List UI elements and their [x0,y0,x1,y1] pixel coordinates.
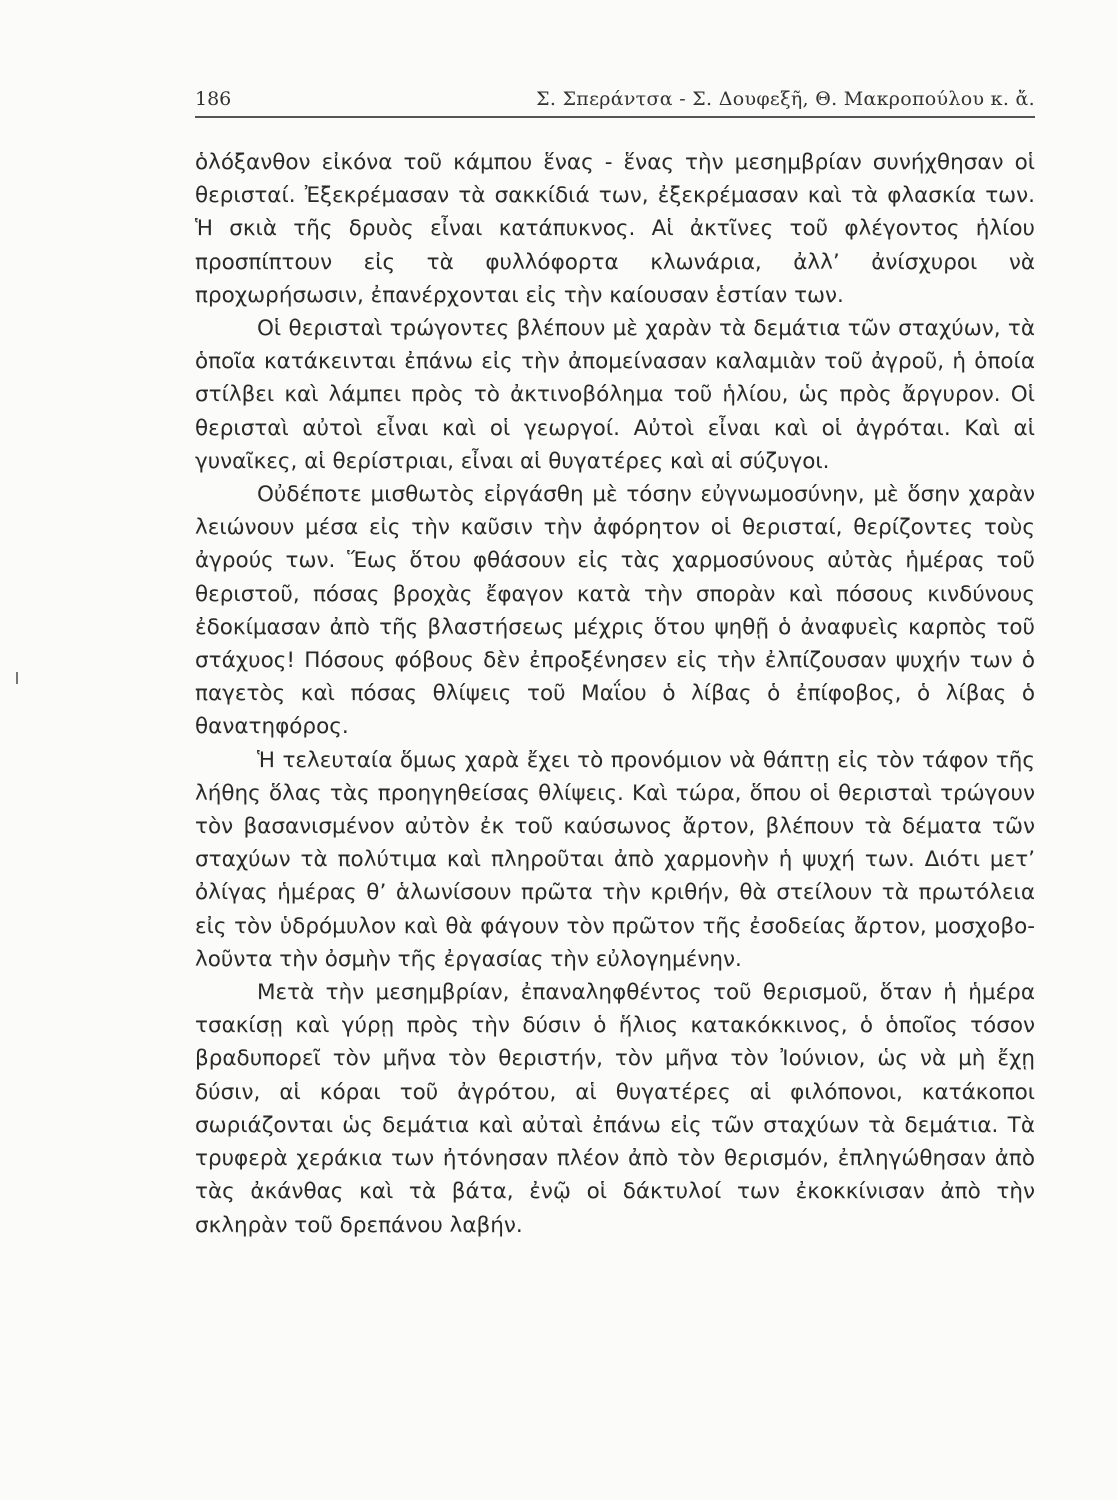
running-head: Σ. Σπεράντσα - Σ. Δουφεξῆ, Θ. Μακροπούλου κ. ἄ. [536,88,1035,110]
margin-scan-mark [16,672,18,684]
paragraph-4: Ἡ τελευταία ὅμως χαρὰ ἔχει τὸ προνόμιον νὰ θάπτῃ εἰς τὸν τάφον τῆς λήθης ὅλας τὰς προηγηθείσας θλίψεις. Καὶ τώρα, ὅπου οἱ θερισταὶ τρώγουν τὸν βασανισμένον αὐτὸν ἐκ τοῦ καύσωνος ἄρτον, βλέπουν τὰ δέματα τῶν σταχύων τὰ πολύτιμα καὶ πληροῦται ἀπὸ χαρμονὴν ἡ ψυχή των. Διότι μετ’ ὀλίγας ἡμέρας θ’ ἁλωνίσουν πρῶτα τὴν κριθήν, θὰ στείλουν τὰ πρωτόλεια εἰς τὸν ὑδρόμυλον καὶ θὰ φάγουν τὸν πρῶτον τῆς ἐσοδείας ἄρτον, μοσχοβολοῦντα τὴν ὀσμὴν τῆς ἐργασίας τὴν εὐλογημένην. [195,747,1035,972]
header-rule [195,116,1035,118]
paragraph-1: ὁλόξανθον εἰκόνα τοῦ κάμπου ἕνας - ἕνας τὴν μεσημβρίαν συνήχθησαν οἱ θερισταί. Ἐξεκρέμασαν τὰ σακκίδιά των, ἐξεκρέμασαν καὶ τὰ φλασκία των. Ἡ σκιὰ τῆς δρυὸς εἶναι κατάπυκνος. Αἱ ἀκτῖνες τοῦ φλέγοντος ἡλίου προσπίπτουν εἰς τὰ φυλλόφορτα κλωνάρια, ἀλλ’ ἀνίσχυροι νὰ προχωρήσωσιν, ἐπανέρχονται εἰς τὴν καίουσαν ἑστίαν των. [195,150,1035,308]
page-number: 186 [195,88,232,110]
paragraph-2: Οἱ θερισταὶ τρώγοντες βλέπουν μὲ χαρὰν τὰ δεμάτια τῶν σταχύων, τὰ ὁποῖα κατάκεινται ἐπάνω εἰς τὴν ἀπομείνασαν καλαμιὰν τοῦ ἀγροῦ, ἡ ὁποία στίλβει καὶ λάμπει πρὸς τὸ ἀκτινοβόλημα τοῦ ἡλίου, ὡς πρὸς ἄργυρον. Οἱ θερισταὶ αὐτοὶ εἶναι καὶ οἱ γεωργοί. Αὐτοὶ εἶναι καὶ οἱ ἀγρόται. Καὶ αἱ γυναῖκες, αἱ θερίστριαι, εἶναι αἱ θυγατέρες καὶ αἱ σύζυγοι. [195,316,1035,474]
page-header [195,78,1035,118]
body-text [195,146,1035,1242]
paragraph-3: Οὐδέποτε μισθωτὸς εἰργάσθη μὲ τόσην εὐγνωμοσύνην, μὲ ὅσην χαρὰν λειώνουν μέσα εἰς τὴν καῦσιν τὴν ἀφόρητον οἱ θερισταί, θερίζοντες τοὺς ἀγρούς των. Ἕως ὅτου φθάσουν εἰς τὰς χαρμοσύνους αὐτὰς ἡμέρας τοῦ θεριστοῦ, πόσας βροχὰς ἔφαγον κατὰ τὴν σπορὰν καὶ πόσους κινδύνους ἐδοκίμασαν ἀπὸ τῆς βλαστήσεως μέχρις ὅτου ψηθῇ ὁ ἀναφυεὶς καρπὸς τοῦ στάχυος! Πόσους φόβους δὲν ἐπροξένησεν εἰς τὴν ἐλπίζουσαν ψυχήν των ὁ παγετὸς καὶ πόσας θλίψεις τοῦ Μαΐου ὁ λίβας ὁ ἐπίφοβος, ὁ λίβας ὁ θανατηφόρος. [195,482,1035,740]
paragraph-5: Μετὰ τὴν μεσημβρίαν, ἐπαναληφθέντος τοῦ θερισμοῦ, ὅταν ἡ ἡμέρα τσακίσῃ καὶ γύρῃ πρὸς τὴν δύσιν ὁ ἥλιος κατακόκκινος, ὁ ὁποῖος τόσον βραδυπορεῖ τὸν μῆνα τὸν θεριστήν, τὸν μῆνα τὸν Ἰούνιον, ὡς νὰ μὴ ἔχῃ δύσιν, αἱ κόραι τοῦ ἀγρότου, αἱ θυγατέρες αἱ φιλόπονοι, κατάκοποι σωριάζονται ὡς δεμάτια καὶ αὐταὶ ἐπάνω εἰς τῶν σταχύων τὰ δεμάτια. Τὰ τρυφερὰ χεράκια των ἠτόνησαν πλέον ἀπὸ τὸν θερισμόν, ἐπληγώθησαν ἀπὸ τὰς ἀκάνθας καὶ τὰ βάτα, ἐνῷ οἱ δάκτυλοί των ἐκοκκίνισαν ἀπὸ τὴν σκληρὰν τοῦ δρεπάνου λαβήν. [195,980,1035,1238]
